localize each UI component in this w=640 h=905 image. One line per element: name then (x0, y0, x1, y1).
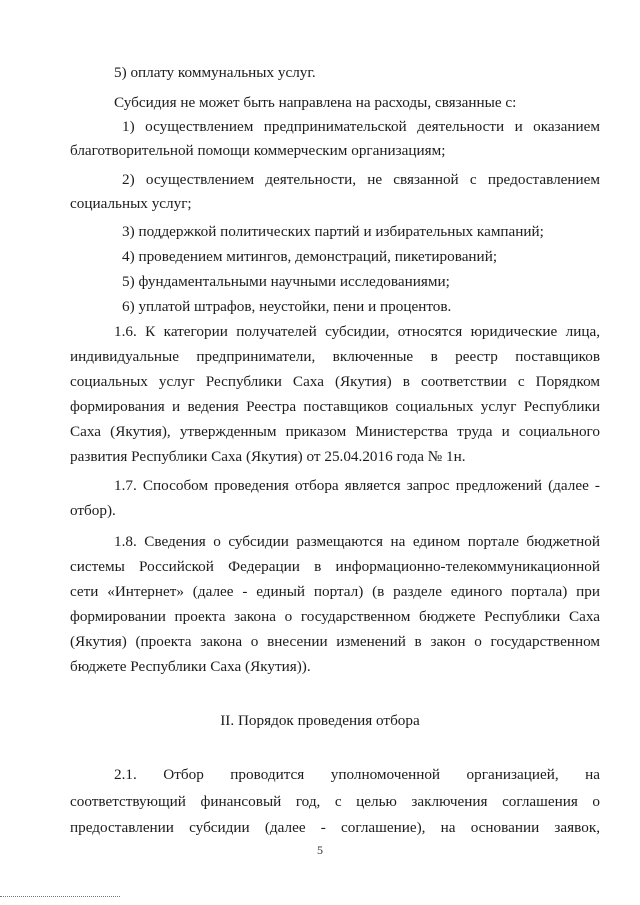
paragraph-line: Субсидия не может быть направлена на расходы, связанные с: (114, 94, 517, 111)
paragraph-line: предоставлении субсидии (далее - соглашение), на основании заявок, (70, 819, 600, 836)
paragraph-line: индивидуальные предприниматели, включенные в реестр поставщиков (70, 348, 600, 365)
paragraph-line: системы Российской Федерации в информационно-телекоммуникационной (70, 558, 600, 575)
paragraph-line: 2) осуществлением деятельности, не связанной с предоставлением (122, 171, 600, 188)
paragraph-line: 2.1. Отбор проводится уполномоченной организацией, на (114, 766, 600, 783)
paragraph-line: благотворительной помощи коммерческим организациям; (70, 142, 446, 159)
paragraph-line: сети «Интернет» (далее - единый портал) (в разделе единого портала) при (70, 583, 600, 600)
paragraph-line: социальных услуг Республики Саха (Якутия) в соответствии с Порядком (70, 373, 600, 390)
paragraph-line: 4) проведением митингов, демонстраций, пикетирований; (122, 248, 498, 265)
paragraph-line: 1) осуществлением предпринимательской деятельности и оказанием (122, 118, 600, 135)
paragraph-line: 1.8. Сведения о субсидии размещаются на едином портале бюджетной (114, 533, 600, 550)
paragraph-line: 3) поддержкой политических партий и избирательных кампаний; (122, 223, 544, 240)
paragraph-line: 1.6. К категории получателей субсидии, относятся юридические лица, (114, 323, 600, 340)
paragraph-line: отбор). (70, 502, 116, 519)
page-number: 5 (317, 843, 323, 857)
paragraph-line: 5) фундаментальными научными исследованиями; (122, 273, 450, 290)
paragraph-line: 5) оплату коммунальных услуг. (114, 64, 316, 81)
paragraph-line: Саха (Якутия), утвержденным приказом Министерства труда и социального (70, 423, 600, 440)
paragraph-line: социальных услуг; (70, 195, 192, 212)
section-heading: II. Порядок проведения отбора (220, 712, 420, 729)
paragraph-line: формирования и ведения Реестра поставщиков социальных услуг Республики (70, 398, 600, 415)
paragraph-line: формировании проекта закона о государственном бюджете Республики Саха (70, 608, 600, 625)
paragraph-line: соответствующий финансовый год, с целью заключения соглашения о (70, 793, 600, 810)
paragraph-line: (Якутия) (проекта закона о внесении изменений в закон о государственном (70, 633, 600, 650)
paragraph-line: 1.7. Способом проведения отбора является запрос предложений (далее - (114, 477, 600, 494)
paragraph-line: развития Республики Саха (Якутия) от 25.04.2016 года № 1н. (70, 448, 466, 465)
paragraph-line: бюджете Республики Саха (Якутия)). (70, 658, 311, 675)
scan-edge-mark (0, 896, 120, 897)
paragraph-line: 6) уплатой штрафов, неустойки, пени и процентов. (122, 298, 452, 315)
